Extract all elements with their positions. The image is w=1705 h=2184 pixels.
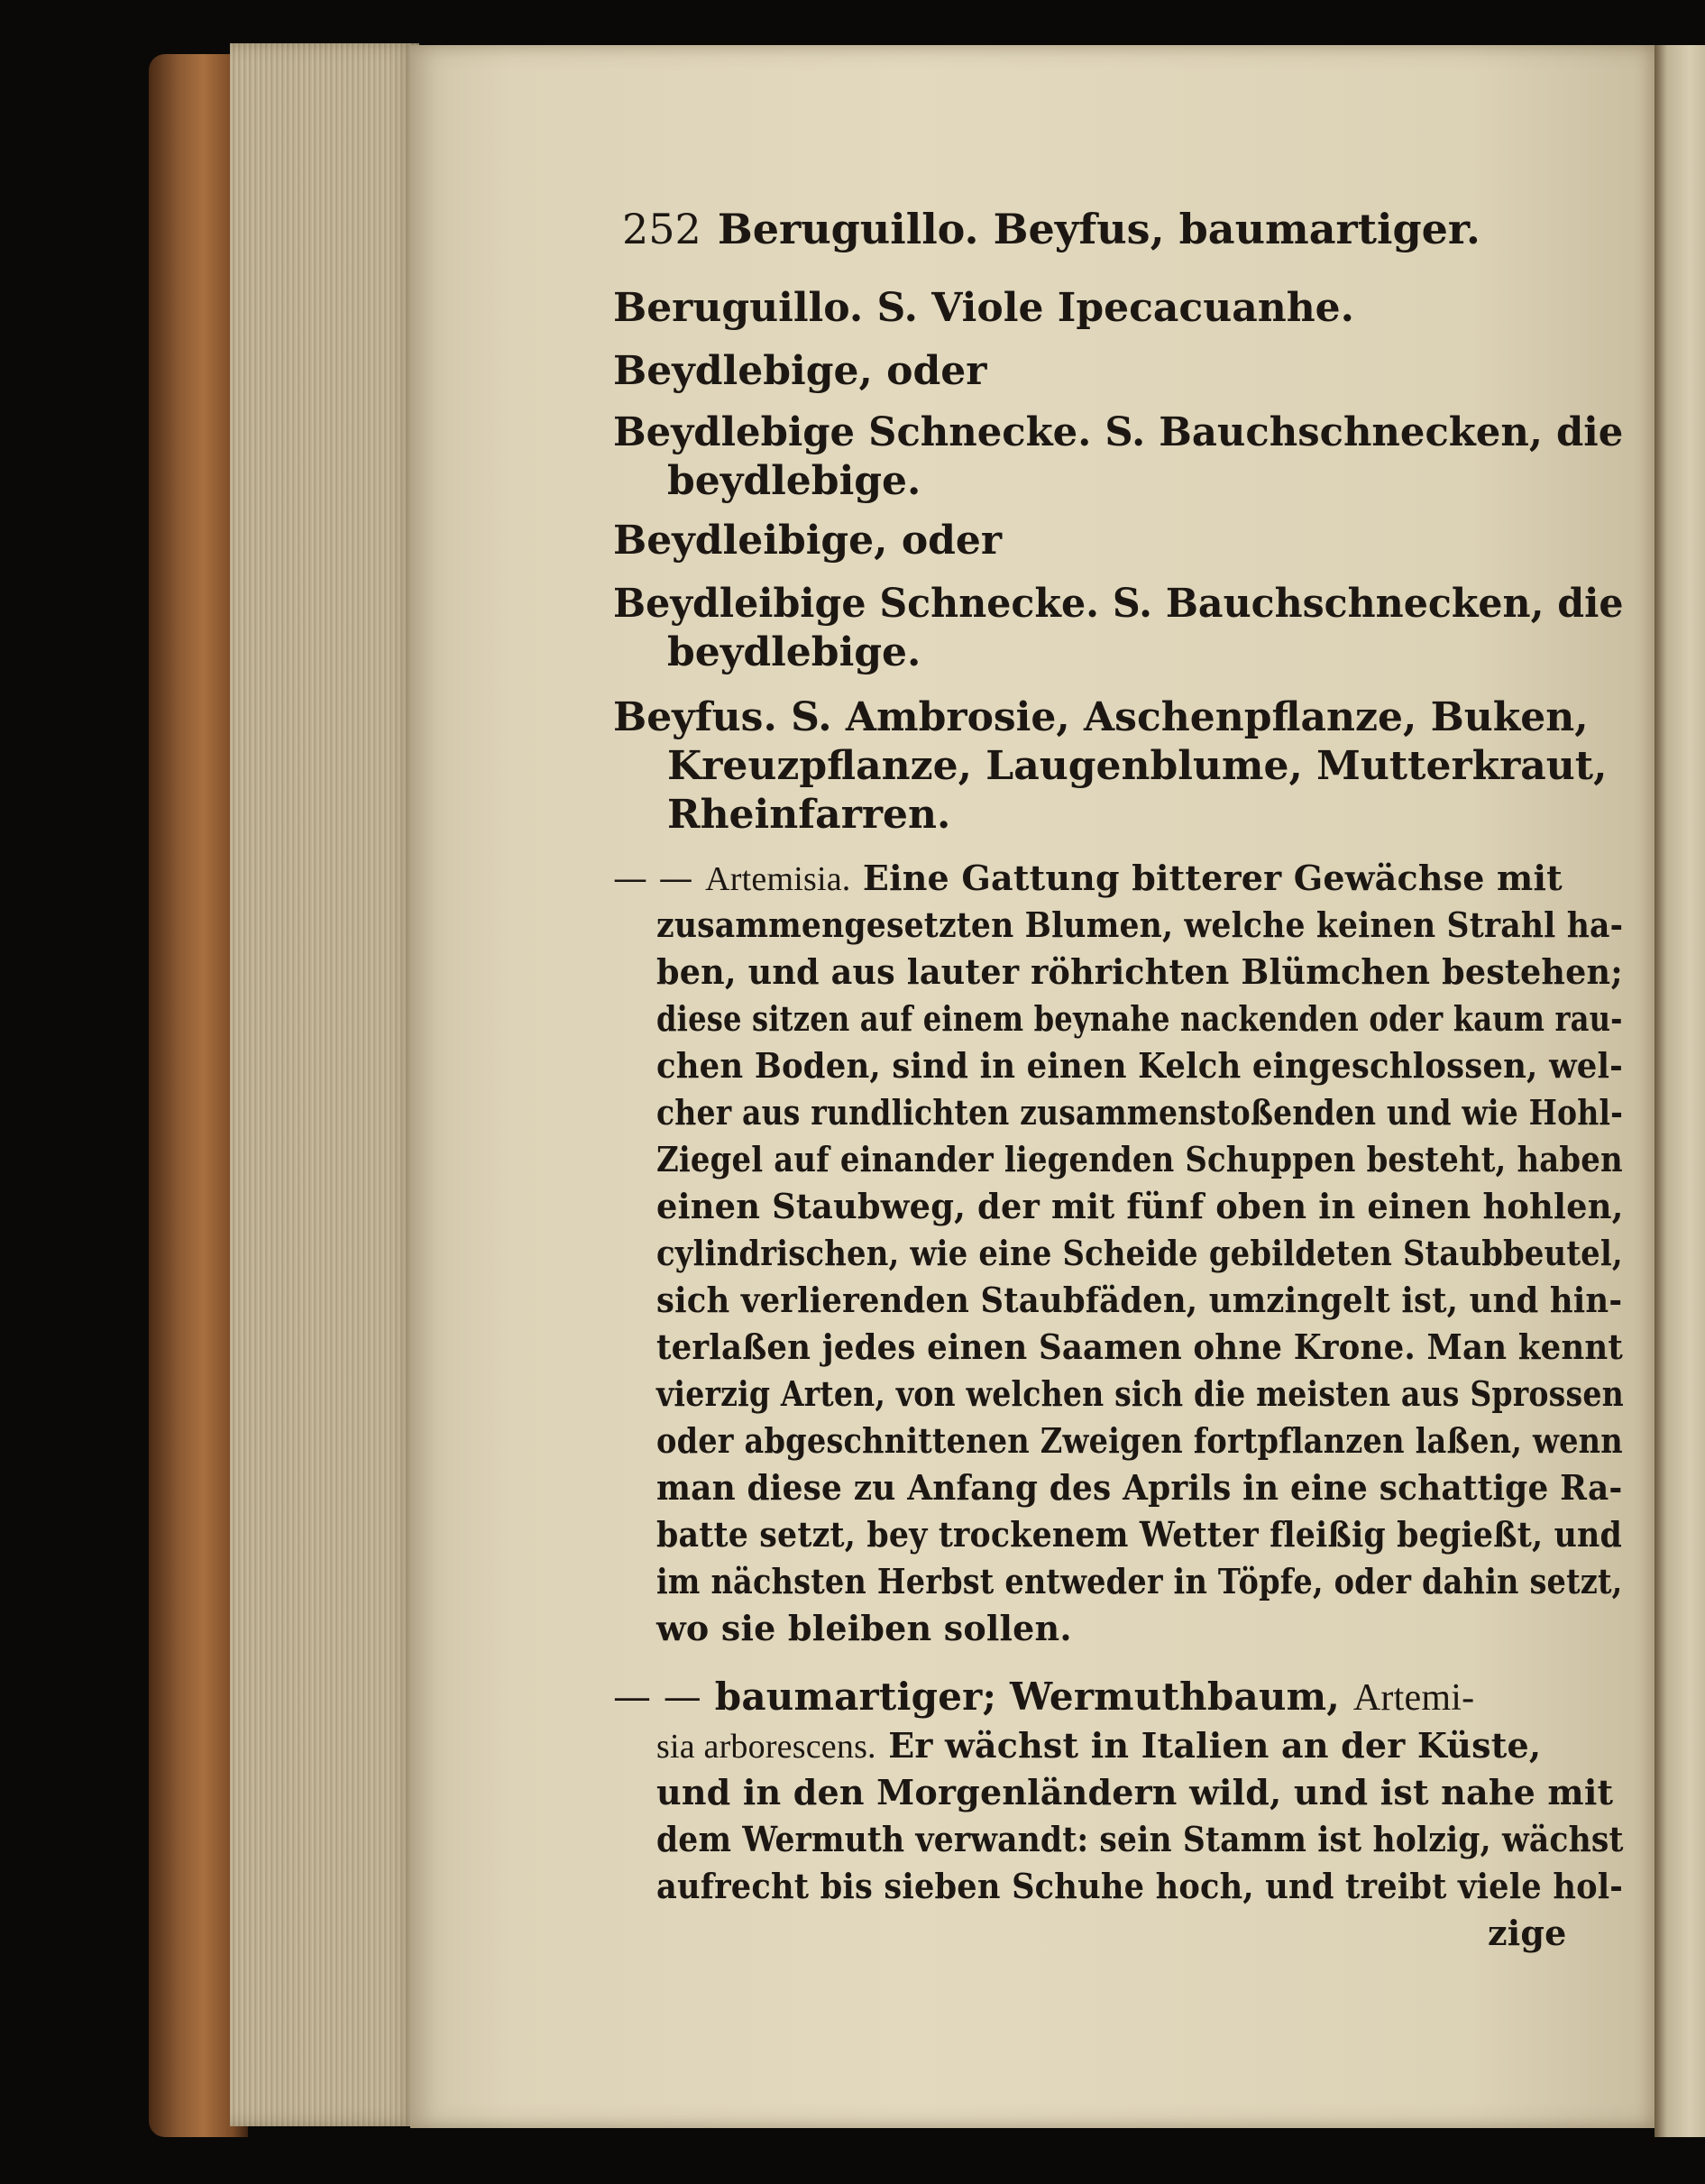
artemisia-line1 [613, 857, 1563, 901]
baumartiger-dash: — — [613, 1675, 701, 1719]
catchword: zige [1488, 1913, 1567, 1953]
baumartiger-line2 [656, 1724, 1541, 1768]
baumartiger-line5: aufrecht bis sieben Schuhe hoch, und treibt viele hol- [656, 1866, 1624, 1906]
entry-beruguillo: Beruguillo. S. Viole Ipecacuanhe. [613, 285, 1354, 331]
artemisia-line3: ben, und aus lauter röhrichten Blümchen bestehen; [656, 951, 1623, 992]
artemisia-line5: chen Boden, sind in einen Kelch eingeschlossen, wel- [656, 1045, 1623, 1086]
artemisia-line4: diese sitzen auf einem beynahe nackenden oder kaum rau- [656, 998, 1623, 1039]
entry-beydleibige-schnecke-line1: Beydleibige Schnecke. S. Bauchschnecken, die [613, 581, 1624, 627]
entry-beydleibige-oder: Beydleibige, oder [613, 518, 1003, 564]
artemisia-line7: Ziegel auf einander liegenden Schuppen besteht, haben [656, 1139, 1623, 1179]
entry-beyfus-line2: Kreuzpflanze, Laugenblume, Mutterkraut, [667, 743, 1608, 789]
entry-beyfus-line1: Beyfus. S. Ambrosie, Aschenpflanze, Buken, [613, 694, 1589, 740]
artemisia-latin-name: Artemisia. [705, 860, 851, 898]
baumartiger-line3: und in den Morgenländern wild, und ist nahe mit [656, 1772, 1614, 1812]
artemisia-line12: vierzig Arten, von welchen sich die meisten aus Sprossen [656, 1373, 1624, 1414]
artemisia-line8: einen Staubweg, der mit fünf oben in einen hohlen, [656, 1186, 1624, 1226]
artemisia-line11: terlaßen jedes einen Saamen ohne Krone. Man kennt [656, 1326, 1624, 1367]
entry-beydleibige-schnecke-line2: beydlebige. [667, 629, 921, 675]
artemisia-line13: oder abgeschnittenen Zweigen fortpflanzen laßen, wenn [656, 1420, 1623, 1461]
running-header [622, 204, 1480, 254]
artemisia-dash: — — [613, 858, 693, 898]
entry-beydlebige-oder: Beydlebige, oder [613, 348, 987, 394]
artemisia-line9: cylindrischen, wie eine Scheide gebildeten Staubbeutel, [656, 1233, 1623, 1273]
entry-beydlebige-schnecke-line2: beydlebige. [667, 458, 921, 504]
artemisia-line14: man diese zu Anfang des Aprils in eine schattige Ra- [656, 1467, 1623, 1508]
artemisia-line2: zusammengesetzten Blumen, welche keinen Strahl ha- [656, 904, 1624, 945]
baumartiger-latin-part2: sia arborescens. [656, 1728, 876, 1766]
baumartiger-line4: dem Wermuth verwandt: sein Stamm ist holzig, wächst [656, 1819, 1624, 1859]
baumartiger-text-l1: Er wächst in Italien an der Küste, [888, 1725, 1542, 1766]
artemisia-line16: im nächsten Herbst entweder in Töpfe, oder dahin setzt, [656, 1561, 1623, 1601]
baumartiger-line1 [613, 1675, 1474, 1720]
entry-beydlebige-schnecke-line1: Beydlebige Schnecke. S. Bauchschnecken, die [613, 409, 1624, 455]
baumartiger-latin-part1: Artemi- [1352, 1677, 1475, 1719]
page-number: 252 [622, 205, 701, 253]
artemisia-line10: sich verlierenden Staubfäden, umzingelt ist, und hin- [656, 1280, 1623, 1320]
artemisia-line6: cher aus rundlichten zusammenstoßenden und wie Hohl- [656, 1092, 1624, 1133]
artemisia-text-l1: Eine Gattung bitterer Gewächse mit [862, 858, 1563, 898]
entry-beyfus-line3: Rheinfarren. [667, 792, 951, 838]
running-title: Beruguillo. Beyfus, baumartiger. [717, 205, 1480, 253]
artemisia-line15: batte setzt, bey trockenem Wetter fleißig begießt, und [656, 1514, 1623, 1555]
baumartiger-title: baumartiger; Wermuthbaum, [714, 1675, 1341, 1719]
artemisia-line17: wo sie bleiben sollen. [656, 1608, 1072, 1648]
